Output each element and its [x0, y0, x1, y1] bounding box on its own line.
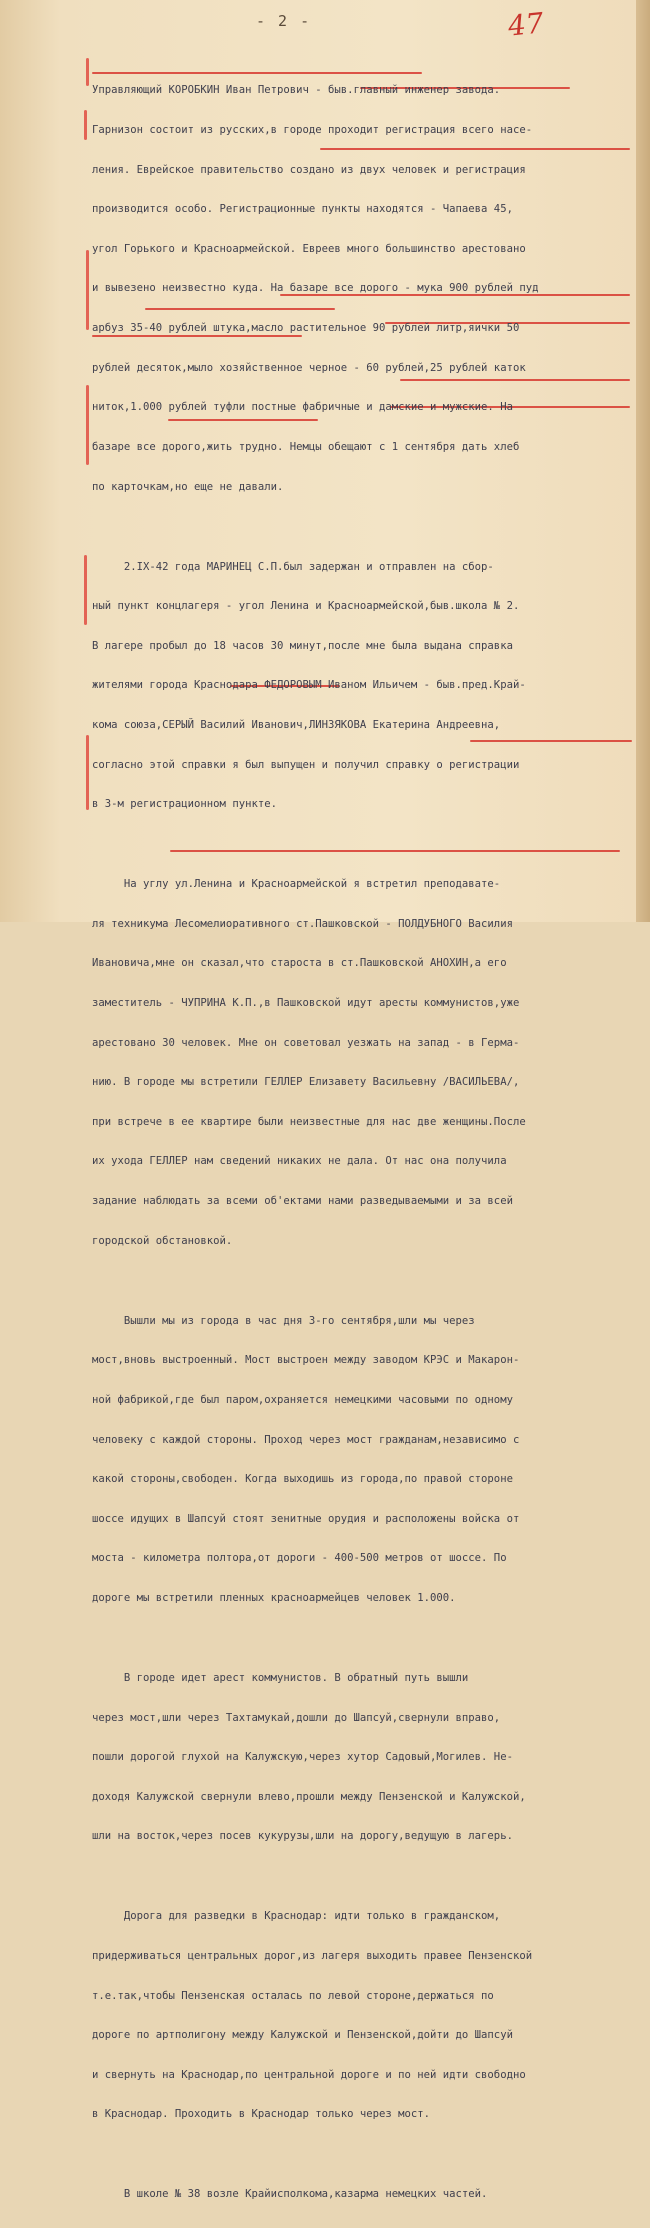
text-line: дороге мы встретили пленных красноармейцев человек 1.000.: [92, 1591, 456, 1604]
text-line: Дорога для разведки в Краснодар: идти только в гражданском,: [92, 1910, 501, 1923]
text-line: Управляющий КОРОБКИН Иван Петрович - быв.главный инженер завода.: [92, 84, 501, 97]
text-line: согласно этой справки я был выпущен и получил справку о регистрации: [92, 758, 520, 771]
margin-pencil-mark: [84, 555, 87, 625]
text-line: человеку с каждой стороны. Проход через мост гражданам,независимо с: [92, 1433, 520, 1446]
document-body: [92, 58, 632, 2228]
text-line: жителями города Краснодара ФЕДОРОВЫМ Иваном Ильичем - быв.пред.Край-: [92, 679, 526, 692]
text-line: ля техникума Лесомелиоративного ст.Пашковской - ПОЛДУБНОГО Василия: [92, 917, 513, 930]
text-line: какой стороны,свободен. Когда выходишь из города,по правой стороне: [92, 1473, 513, 1486]
text-line: их ухода ГЕЛЛЕР нам сведений никаких не дала. От нас она получила: [92, 1155, 507, 1168]
paragraph: [92, 58, 632, 520]
text-line: через мост,шли через Тахтамукай,дошли до Шапсуй,свернули вправо,: [92, 1711, 501, 1724]
text-line: нию. В городе мы встретили ГЕЛЛЕР Елизавету Васильевну /ВАСИЛЬЕВА/,: [92, 1076, 520, 1089]
paragraph: [92, 534, 632, 838]
text-line: и вывезено неизвестно куда. На базаре все дорого - мука 900 рублей пуд: [92, 282, 539, 295]
text-line: угол Горького и Красноармейской. Евреев много большинство арестовано: [92, 242, 526, 255]
page-edge: [636, 0, 650, 922]
text-line: пошли дорогой глухой на Калужскую,через хутор Садовый,Могилев. Не-: [92, 1751, 513, 1764]
text-line: ниток,1.000 рублей туфли постные фабричные и дамские и мужские. На: [92, 401, 513, 414]
margin-pencil-mark: [84, 110, 87, 140]
text-line: ной фабрикой,где был паром,охраняется немецкими часовыми по одному: [92, 1393, 513, 1406]
margin-pencil-mark: [86, 250, 89, 330]
text-line: Вышли мы из города в час дня 3-го сентября,шли мы через: [92, 1314, 475, 1327]
archive-page-mark: 47: [506, 6, 546, 43]
margin-pencil-mark: [86, 735, 89, 810]
text-line: дороге по артполигону между Калужской и Пензенской,дойти до Шапсуй: [92, 2029, 513, 2042]
text-line: по карточкам,но еще не давали.: [92, 480, 284, 493]
text-line: и свернуть на Краснодар,по центральной дороге и по ней идти свободно: [92, 2068, 526, 2081]
text-line: 2.IX-42 года МАРИНЕЦ С.П.был задержан и отправлен на сбор-: [92, 560, 494, 573]
paragraph: [92, 1288, 632, 1631]
text-line: заместитель - ЧУПРИНА К.П.,в Пашковской идут аресты коммунистов,уже: [92, 997, 520, 1010]
text-line: В школе № 38 возле Крайисполкома,казарма немецких частей.: [92, 2188, 488, 2201]
text-line: кома союза,СЕРЫЙ Василий Иванович,ЛИНЗЯКОВА Екатерина Андреевна,: [92, 718, 501, 731]
paragraph: [92, 1884, 632, 2148]
text-line: ления. Еврейское правительство создано из двух человек и регистрация: [92, 163, 526, 176]
text-line: в Краснодар. Проходить в Краснодар только через мост.: [92, 2108, 431, 2121]
margin-pencil-mark: [86, 385, 89, 465]
text-line: доходя Калужской свернули влево,прошли между Пензенской и Калужской,: [92, 1790, 526, 1803]
text-line: в 3-м регистрационном пункте.: [92, 798, 277, 811]
text-line: шли на восток,через посев кукурузы,шли на дорогу,ведущую в лагерь.: [92, 1830, 513, 1843]
text-line: шоссе идущих в Шапсуй стоят зенитные орудия и расположены войска от: [92, 1512, 520, 1525]
text-line: при встрече в ее квартире были неизвестные для нас две женщины.После: [92, 1115, 526, 1128]
text-line: В городе идет арест коммунистов. В обратный путь вышли: [92, 1671, 469, 1684]
margin-pencil-mark: [86, 58, 89, 86]
text-line: т.е.так,чтобы Пензенская осталась по левой стороне,держаться по: [92, 1989, 494, 2002]
text-line: На углу ул.Ленина и Красноармейской я встретил преподавате-: [92, 878, 501, 891]
page-number: - 2 -: [256, 12, 312, 30]
paragraph: [92, 1646, 632, 1870]
text-line: моста - километра полтора,от дороги - 400-500 метров от шоссе. По: [92, 1552, 507, 1565]
text-line: придерживаться центральных дорог,из лагеря выходить правее Пензенской: [92, 1950, 533, 1963]
text-line: В лагере пробыл до 18 часов 30 минут,после мне была выдана справка: [92, 639, 513, 652]
text-line: задание наблюдать за всеми об'ектами нами разведываемыми и за всей: [92, 1195, 513, 1208]
text-line: Гарнизон состоит из русских,в городе проходит регистрация всего насе-: [92, 124, 533, 137]
text-line: мост,вновь выстроенный. Мост выстроен между заводом КРЭС и Макарон-: [92, 1354, 520, 1367]
paragraph: [92, 2162, 632, 2228]
text-line: ный пункт концлагеря - угол Ленина и Красноармейской,быв.школа № 2.: [92, 600, 520, 613]
text-line: производится особо. Регистрационные пункты находятся - Чапаева 45,: [92, 203, 513, 216]
text-line: арбуз 35-40 рублей штука,масло растительное 90 рублей литр,яички 50: [92, 322, 520, 335]
text-line: рублей десяток,мыло хозяйственное черное - 60 рублей,25 рублей каток: [92, 361, 526, 374]
text-line: городской обстановкой.: [92, 1234, 233, 1247]
text-line: Ивановича,мне он сказал,что староста в ст.Пашковской АНОХИН,а его: [92, 957, 507, 970]
paragraph: [92, 852, 632, 1275]
text-line: базаре все дорого,жить трудно. Немцы обещают с 1 сентября дать хлеб: [92, 440, 520, 453]
text-line: арестовано 30 человек. Мне он советовал уезжать на запад - в Герма-: [92, 1036, 520, 1049]
